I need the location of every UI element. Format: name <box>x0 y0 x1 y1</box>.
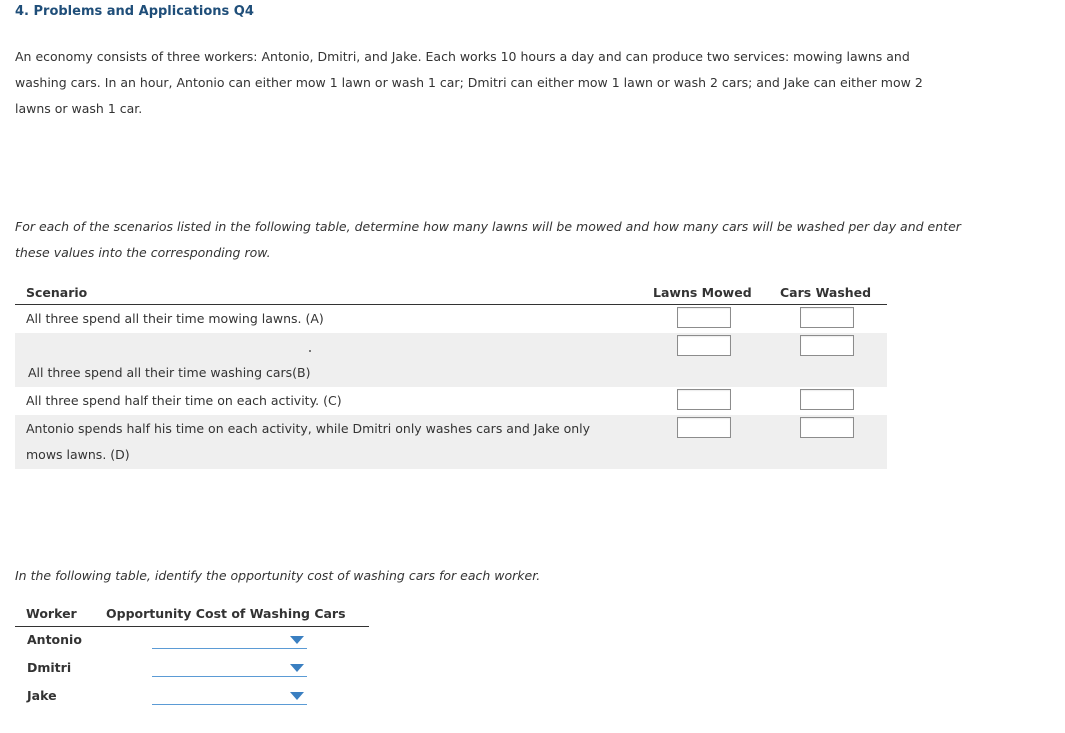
scenario-c-lawns-input[interactable] <box>677 389 731 410</box>
dmitri-cost-dropdown[interactable] <box>152 660 307 677</box>
scenario-a-label: All three spend all their time mowing lawns. (A) <box>26 311 324 326</box>
scenario-a-cars-input[interactable] <box>800 307 854 328</box>
scenario-b-label: All three spend all their time washing cars(B) <box>28 365 311 380</box>
triangle-down-icon <box>290 636 304 644</box>
scenario-table-header <box>15 280 887 305</box>
scenario-c-cars-input[interactable] <box>800 389 854 410</box>
intro-line: lawns or wash 1 car. <box>15 101 143 116</box>
triangle-down-icon <box>290 664 304 672</box>
scenario-b-lawns-input[interactable] <box>677 335 731 356</box>
scenario-a-lawns-input[interactable] <box>677 307 731 328</box>
intro-line: An economy consists of three workers: Antonio, Dmitri, and Jake. Each works 10 hours a day and can produce two services: mowing lawns and <box>15 49 910 64</box>
table-row <box>15 333 887 387</box>
triangle-down-icon <box>290 692 304 700</box>
table-row <box>15 305 887 333</box>
scenario-instructions <box>15 214 1015 266</box>
scenario-d-cars-input[interactable] <box>800 417 854 438</box>
scenario-b-cars-input[interactable] <box>800 335 854 356</box>
header-lawns-mowed: Lawns Mowed <box>653 285 752 300</box>
worker-dmitri-label: Dmitri <box>27 660 72 675</box>
table-row <box>15 387 887 415</box>
header-worker: Worker <box>26 606 77 621</box>
intro-line: washing cars. In an hour, Antonio can either mow 1 lawn or wash 1 car; Dmitri can either mow 1 lawn or wash 2 cars; and Jake can either mow 2 <box>15 75 923 90</box>
question-title: 4. Problems and Applications Q4 <box>15 4 254 19</box>
scenario-d-lawns-input[interactable] <box>677 417 731 438</box>
question-intro <box>15 44 1015 122</box>
header-cars-washed: Cars Washed <box>780 285 872 300</box>
scenario-c-label: All three spend half their time on each activity. (C) <box>26 393 342 408</box>
worker-table-header <box>15 604 369 627</box>
instruction-line: For each of the scenarios listed in the following table, determine how many lawns will be mowed and how many cars will be washed per day and enter <box>15 219 961 234</box>
jake-cost-dropdown[interactable] <box>152 688 307 705</box>
scenario-d-label-line: Antonio spends half his time on each activity, while Dmitri only washes cars and Jake only <box>26 421 591 436</box>
header-scenario: Scenario <box>26 285 88 300</box>
opportunity-cost-instructions: In the following table, identify the opportunity cost of washing cars for each worker. <box>15 568 541 583</box>
header-opportunity-cost: Opportunity Cost of Washing Cars <box>106 606 346 621</box>
instruction-line: these values into the corresponding row. <box>15 245 271 260</box>
scenario-d-label-line: mows lawns. (D) <box>26 447 130 462</box>
antonio-cost-dropdown[interactable] <box>152 632 307 649</box>
table-row <box>15 415 887 469</box>
worker-antonio-label: Antonio <box>27 632 82 647</box>
scenario-d-label <box>26 416 590 468</box>
worker-jake-label: Jake <box>27 688 57 703</box>
stray-dot <box>309 350 311 352</box>
